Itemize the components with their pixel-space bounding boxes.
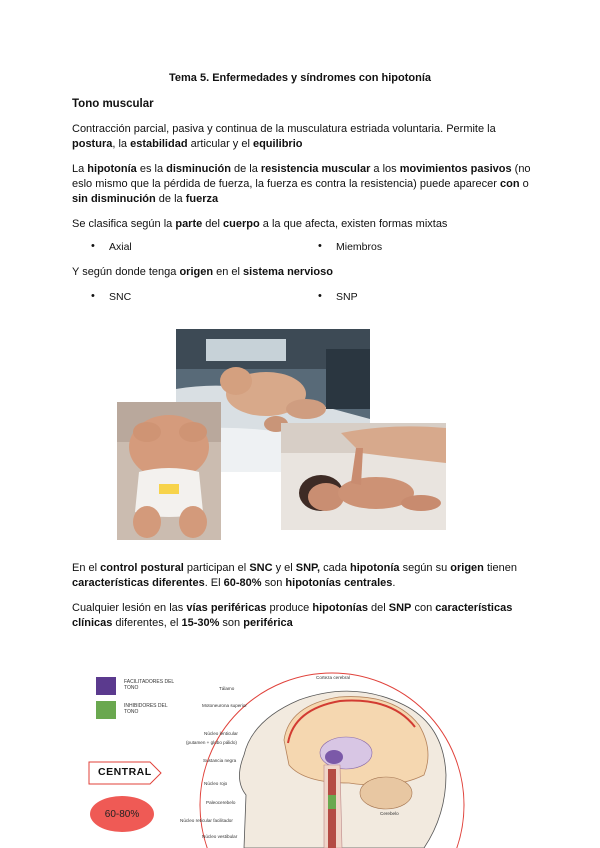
paragraph-vias-perifericas: Cualquier lesión en las vías periféricas produce hipotonías del SNP con características clínicas diferentes, el 15-30% son periférica (72, 602, 513, 629)
label-cerebelo: Cerebelo (380, 811, 399, 816)
paragraph-control-postural: En el control postural participan el SNC y el SNP, cada hipotonía según su origen tienen características diferentes. El 60-80% son hipotonías centrales. (72, 562, 517, 589)
legend-facilitadores-swatch (96, 677, 116, 695)
label-motoneurona: Motoneurona superior (202, 703, 247, 708)
document-title: Tema 5. Enfermedades y síndromes con hipotonía (168, 72, 432, 84)
label-corteza: Corteza cerebral (316, 675, 350, 680)
paragraph-clasificacion: Se clasifica según la parte del cuerpo a la que afecta, existen formas mixtas (72, 218, 448, 230)
label-putamen: (putamen + globo pálido) (186, 740, 237, 745)
legend-inhibidores-swatch (96, 701, 116, 719)
bullet-miembros: • Miembros (336, 241, 382, 253)
bullet-axial: • Axial (109, 241, 132, 253)
label-talamo: Tálamo (219, 686, 235, 691)
central-percentage-badge: 60-80% (90, 796, 154, 832)
label-sustancia-negra: Sustancia negra (203, 758, 237, 763)
photo-newborn-arm-test (281, 423, 446, 530)
section-heading: Tono muscular (72, 98, 154, 110)
bullet-snc: • SNC (109, 291, 131, 303)
bullet-snp: • SNP (336, 291, 358, 303)
central-label: CENTRAL (88, 761, 162, 785)
legend-facilitadores-label: FACILITADORES DEL TONO (124, 679, 175, 691)
paragraph-tono-definition: Contracción parcial, pasiva y continua de la musculatura estriada voluntaria. Permite la postura, la estabilidad articular y el equilibrio (72, 123, 496, 150)
label-nucleo-vestibular: Núcleo vestibular (202, 834, 238, 839)
label-reticular-facilitador: Núcleo reticular facilitador (180, 818, 233, 823)
legend-inhibidores-label: INHIBIDORES DEL TONO (124, 703, 168, 715)
paragraph-origen: Y según donde tenga origen en el sistema nervioso (72, 266, 333, 278)
label-paleocerebelo: Paleocerebelo (206, 800, 236, 805)
tone-pathways-diagram (84, 665, 520, 848)
photo-baby-diaper (117, 402, 221, 540)
label-nucleo-rojo: Núcleo rojo (204, 781, 228, 786)
label-nucleo-lenticular: Núcleo lenticular (204, 731, 238, 736)
paragraph-hipotonia-definition: La hipotonía es la disminución de la resistencia muscular a los movimientos pasivos (no eslo mismo que la pérdida de fuerza, la fuerza es contra la resistencia) puede aparecer con o sin disminución de la fuerza (72, 163, 531, 205)
